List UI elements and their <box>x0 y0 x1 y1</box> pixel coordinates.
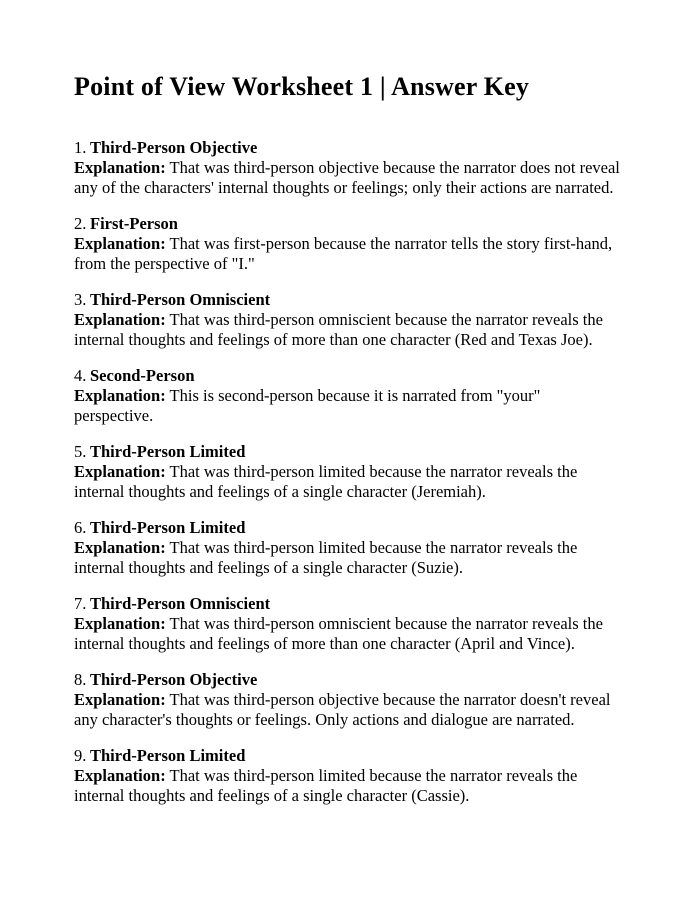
item-heading <box>74 214 622 234</box>
item-answer: Third-Person Limited <box>90 518 246 537</box>
answer-item <box>74 442 622 502</box>
explanation-text: That was third-person limited because the narrator reveals the internal thoughts and feelings of a single character (Suzie). <box>74 538 578 577</box>
explanation-text: This is second-person because it is narrated from "your" perspective. <box>74 386 541 425</box>
explanation-label: Explanation: <box>74 310 166 329</box>
item-heading <box>74 290 622 310</box>
item-answer: Second-Person <box>90 366 195 385</box>
answer-item <box>74 366 622 426</box>
answer-item <box>74 670 622 730</box>
item-heading <box>74 746 622 766</box>
item-answer: Third-Person Omniscient <box>90 594 271 613</box>
item-number: 2. <box>74 214 87 233</box>
item-explanation <box>74 766 622 806</box>
page-title: Point of View Worksheet 1 | Answer Key <box>74 72 530 101</box>
item-heading <box>74 670 622 690</box>
item-number: 3. <box>74 290 87 309</box>
item-answer: Third-Person Omniscient <box>90 290 271 309</box>
item-answer: Third-Person Objective <box>90 138 258 157</box>
item-explanation <box>74 310 622 350</box>
explanation-text: That was third-person omniscient because the narrator reveals the internal thoughts and feelings of more than one character (Red and Texas Joe). <box>74 310 603 349</box>
explanation-label: Explanation: <box>74 386 166 405</box>
item-answer: Third-Person Limited <box>90 442 246 461</box>
item-number: 5. <box>74 442 87 461</box>
item-heading <box>74 442 622 462</box>
answer-item <box>74 138 622 198</box>
item-explanation <box>74 158 622 198</box>
item-heading <box>74 138 622 158</box>
answer-item <box>74 518 622 578</box>
item-heading <box>74 366 622 386</box>
explanation-label: Explanation: <box>74 234 166 253</box>
explanation-text: That was first-person because the narrator tells the story first-hand, from the perspective of "I." <box>74 234 613 273</box>
item-number: 7. <box>74 594 87 613</box>
answer-item <box>74 214 622 274</box>
answer-item <box>74 594 622 654</box>
item-answer: Third-Person Objective <box>90 670 258 689</box>
explanation-label: Explanation: <box>74 690 166 709</box>
item-explanation <box>74 538 622 578</box>
item-answer: Third-Person Limited <box>90 746 246 765</box>
answer-item <box>74 746 622 806</box>
item-number: 8. <box>74 670 87 689</box>
explanation-label: Explanation: <box>74 614 166 633</box>
explanation-text: That was third-person limited because the narrator reveals the internal thoughts and feelings of a single character (Cassie). <box>74 766 578 805</box>
explanation-label: Explanation: <box>74 158 166 177</box>
item-explanation <box>74 234 622 274</box>
item-explanation <box>74 462 622 502</box>
item-answer: First-Person <box>90 214 178 233</box>
explanation-text: That was third-person limited because the narrator reveals the internal thoughts and feelings of a single character (Jeremiah). <box>74 462 578 501</box>
item-explanation <box>74 690 622 730</box>
explanation-text: That was third-person objective because the narrator doesn't reveal any character's thoughts or feelings. Only actions and dialogue are narrated. <box>74 690 611 729</box>
explanation-label: Explanation: <box>74 538 166 557</box>
item-explanation <box>74 386 622 426</box>
item-explanation <box>74 614 622 654</box>
answer-item <box>74 290 622 350</box>
item-number: 4. <box>74 366 87 385</box>
item-heading <box>74 518 622 538</box>
explanation-text: That was third-person omniscient because the narrator reveals the internal thoughts and feelings of more than one character (April and Vince). <box>74 614 603 653</box>
answer-list <box>74 138 622 806</box>
item-number: 1. <box>74 138 87 157</box>
explanation-label: Explanation: <box>74 462 166 481</box>
explanation-text: That was third-person objective because the narrator does not reveal any of the characters' internal thoughts or feelings; only their actions are narrated. <box>74 158 620 197</box>
explanation-label: Explanation: <box>74 766 166 785</box>
item-number: 6. <box>74 518 87 537</box>
item-heading <box>74 594 622 614</box>
item-number: 9. <box>74 746 87 765</box>
